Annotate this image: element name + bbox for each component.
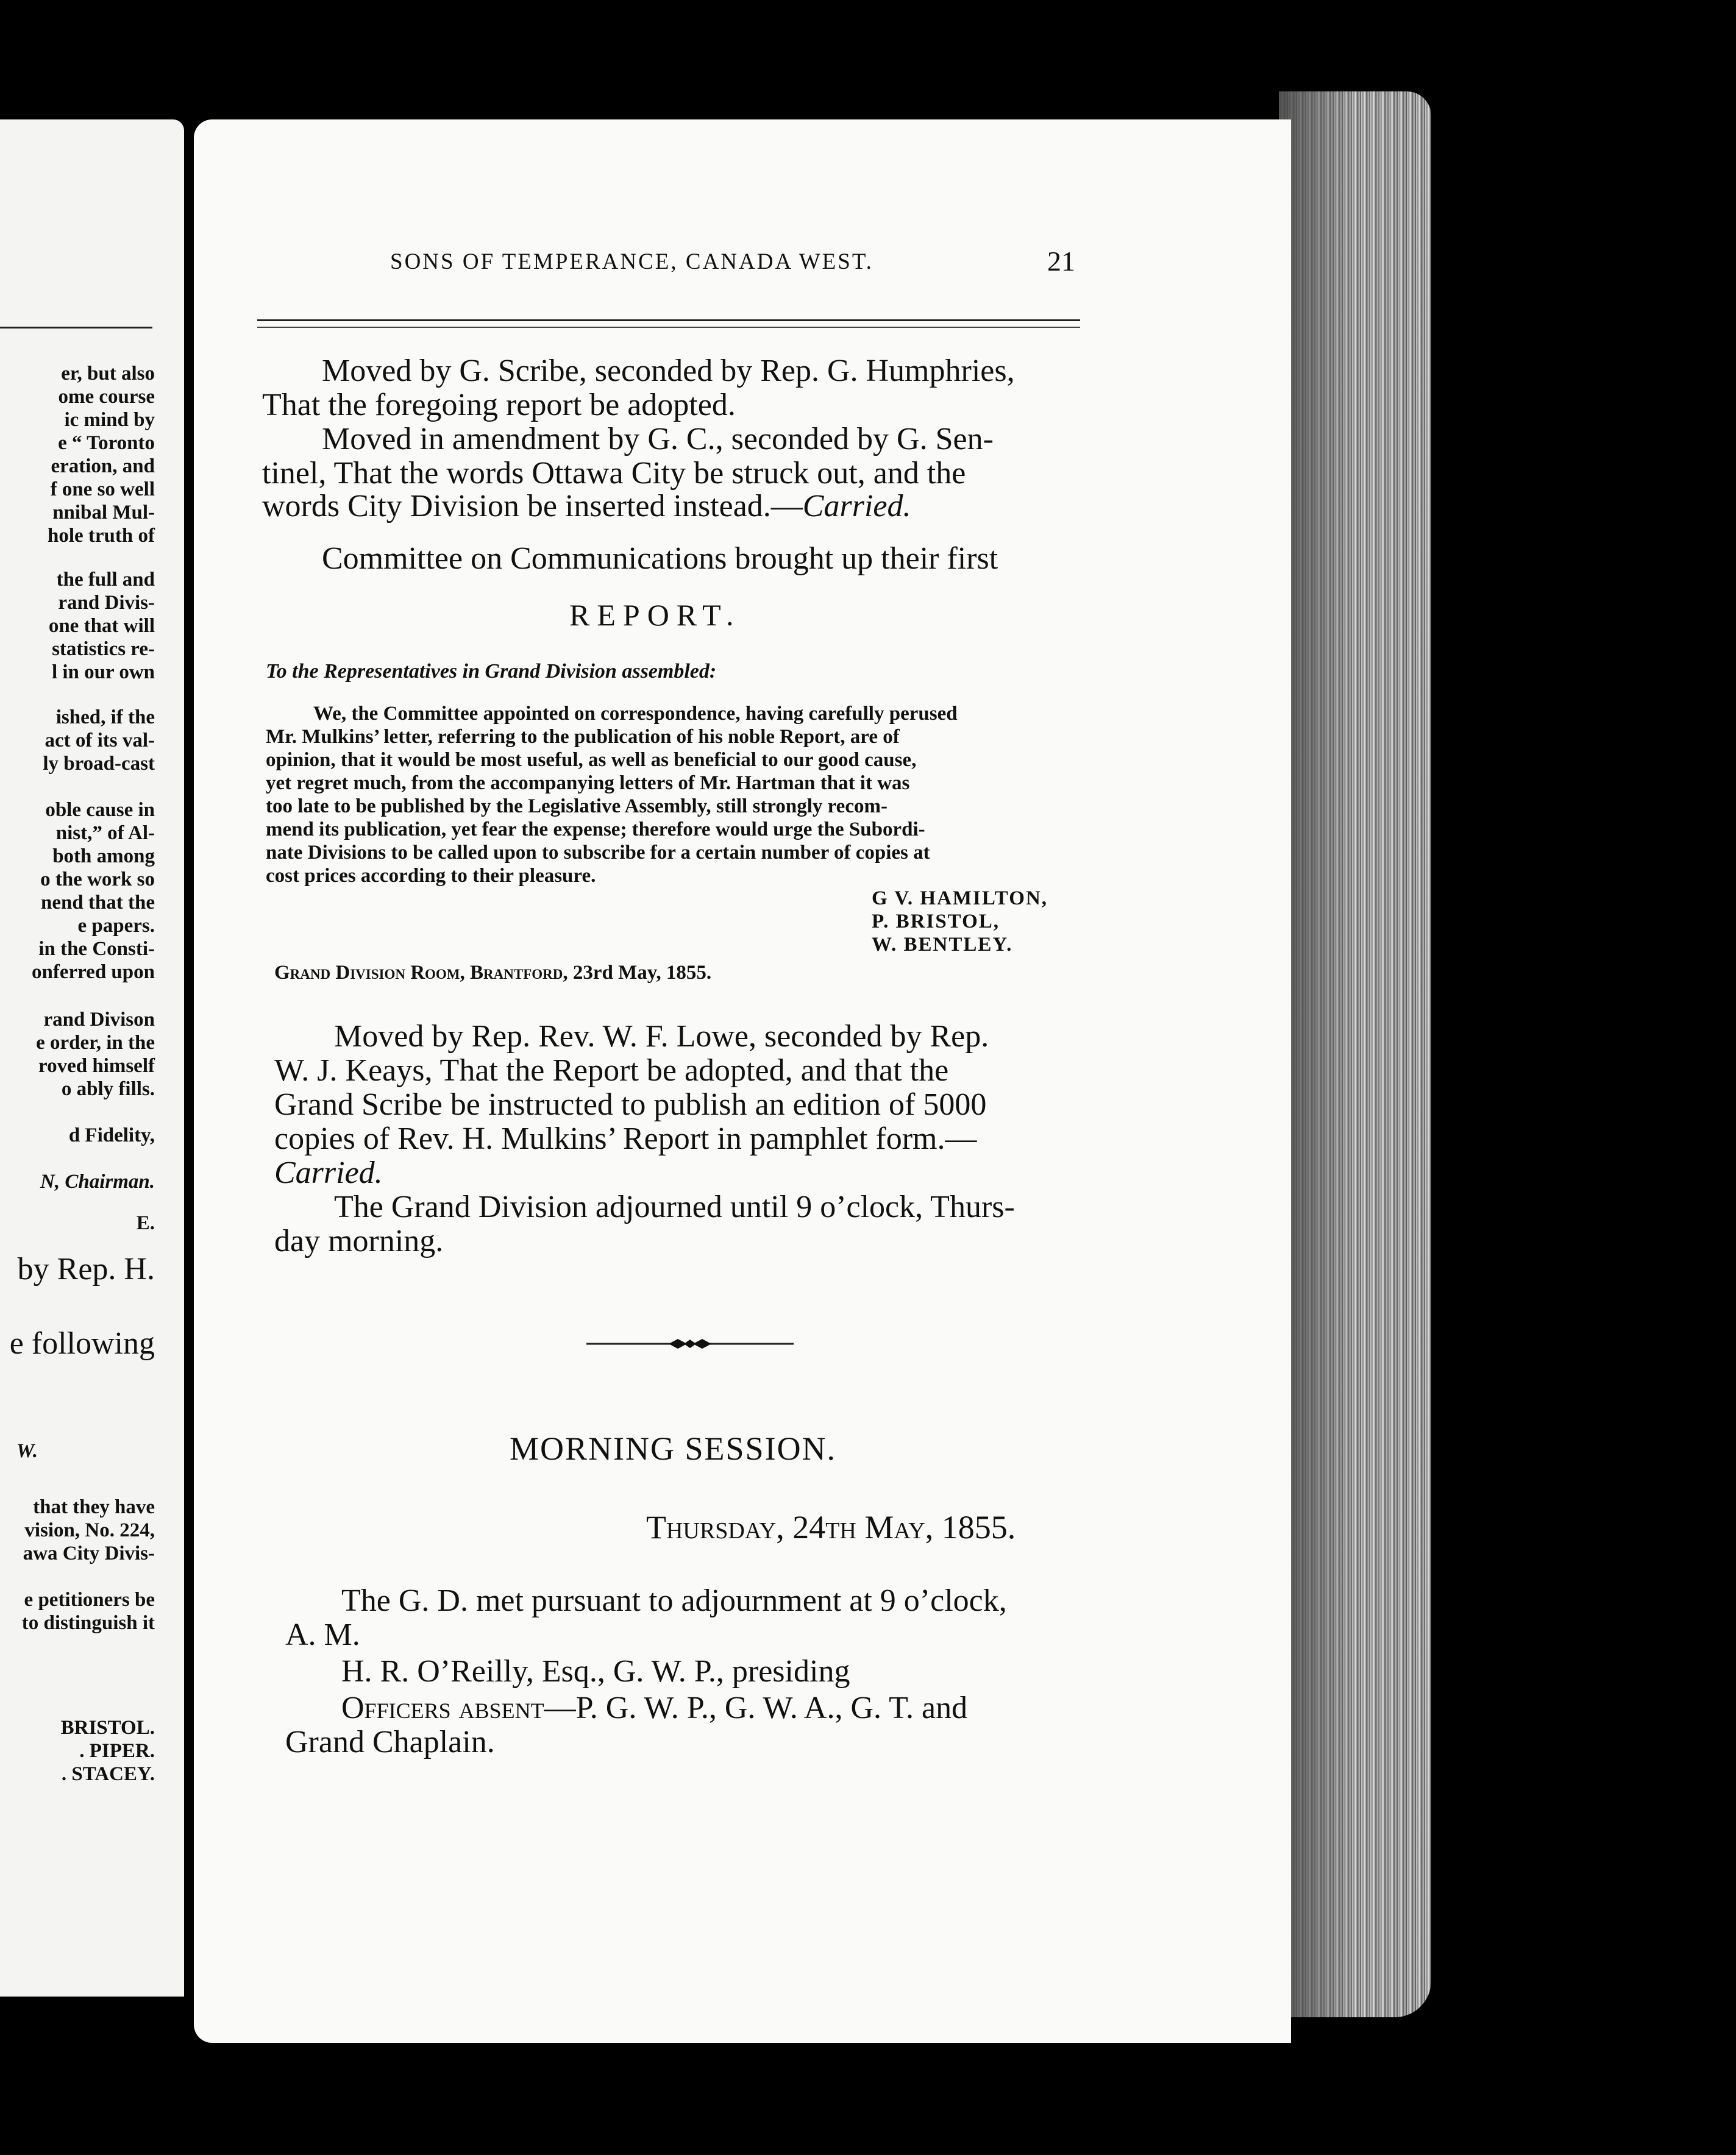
left-facing-page bbox=[0, 119, 184, 1997]
paragraph-line: H. R. O’Reilly, Esq., G. W. P., presiding bbox=[341, 1654, 850, 1689]
left-line: e petitioners be bbox=[24, 1589, 155, 1611]
left-line: l in our own bbox=[51, 661, 155, 683]
left-line: e “ Toronto bbox=[58, 432, 155, 454]
paragraph-line: The Grand Division adjourned until 9 o’clock, Thurs- bbox=[334, 1190, 1015, 1224]
paragraph-text: words City Division be inserted instead.— bbox=[262, 489, 803, 524]
paragraph-line: The G. D. met pursuant to adjournment at 9 o’clock, bbox=[341, 1583, 1007, 1618]
officers-list: —P. G. W. P., G. W. A., G. T. and bbox=[544, 1691, 968, 1725]
left-line: onferred upon bbox=[32, 961, 155, 983]
left-line: vision, No. 224, bbox=[24, 1519, 155, 1541]
paragraph-line: Grand Scribe be instructed to publish an edition of 5000 bbox=[274, 1087, 987, 1122]
report-line: mend its publication, yet fear the expense; therefore would urge the Subordi- bbox=[266, 818, 925, 840]
left-line: oble cause in bbox=[45, 799, 155, 821]
officers-label: Officers absent bbox=[341, 1691, 544, 1725]
left-line: ished, if the bbox=[55, 706, 155, 728]
left-line: BRISTOL. bbox=[60, 1717, 155, 1739]
carried-label: Carried. bbox=[802, 489, 911, 524]
left-line: both among bbox=[52, 845, 155, 867]
running-head: SONS OF TEMPERANCE, CANADA WEST. bbox=[390, 249, 873, 274]
left-page-rule bbox=[0, 327, 152, 328]
left-line: ic mind by bbox=[64, 409, 155, 431]
paragraph-line: A. M. bbox=[285, 1617, 360, 1652]
report-heading: REPORT. bbox=[569, 598, 741, 632]
paragraph-line bbox=[262, 489, 911, 524]
left-line: . PIPER. bbox=[79, 1740, 155, 1762]
left-line: o ably fills. bbox=[61, 1078, 155, 1100]
paragraph-line: W. J. Keays, That the Report be adopted, and that the bbox=[274, 1053, 949, 1088]
paragraph-line: day morning. bbox=[274, 1224, 444, 1259]
left-line: ly broad-cast bbox=[43, 753, 155, 775]
header-rule bbox=[257, 319, 1080, 328]
left-line: ome course bbox=[58, 386, 155, 408]
session-date: Thursday, 24th May, 1855. bbox=[646, 1509, 1016, 1546]
report-line: opinion, that it would be most useful, as well as beneficial to our good cause, bbox=[266, 749, 917, 771]
session-heading: MORNING SESSION. bbox=[510, 1430, 837, 1467]
signature: G V. HAMILTON, bbox=[872, 887, 1048, 909]
left-line: rand Divis- bbox=[58, 592, 155, 614]
paragraph-line: Grand Chaplain. bbox=[285, 1725, 495, 1759]
left-line: nend that the bbox=[40, 892, 155, 914]
left-line: W. bbox=[16, 1440, 38, 1462]
paragraph-line: That the foregoing report be adopted. bbox=[262, 388, 736, 422]
left-line: nist,” of Al- bbox=[55, 822, 155, 844]
left-line: to distinguish it bbox=[21, 1612, 155, 1634]
report-date-line bbox=[274, 962, 711, 984]
left-line: N, Chairman. bbox=[40, 1171, 155, 1193]
paragraph-line bbox=[341, 1691, 967, 1726]
left-line: . STACEY. bbox=[61, 1763, 155, 1785]
ornament-divider bbox=[586, 1335, 794, 1353]
left-line: rand Divison bbox=[43, 1009, 155, 1031]
left-line: o the work so bbox=[40, 868, 155, 890]
left-line: one that will bbox=[48, 615, 155, 637]
date-value: 23rd May, 1855. bbox=[572, 962, 712, 984]
left-line: d Fidelity, bbox=[68, 1124, 155, 1146]
paragraph-line: tinel, That the words Ottawa City be struck out, and the bbox=[262, 456, 966, 491]
left-line: f one so well bbox=[50, 478, 155, 500]
report-line: yet regret much, from the accompanying letters of Mr. Hartman that it was bbox=[266, 772, 910, 794]
report-line: too late to be published by the Legislative Assembly, still strongly recom- bbox=[266, 795, 888, 817]
left-line: in the Consti- bbox=[38, 938, 155, 960]
left-line: e papers. bbox=[77, 915, 155, 937]
paragraph-line: Committee on Communications brought up their first bbox=[322, 541, 998, 576]
paragraph-line: copies of Rev. H. Mulkins’ Report in pamphlet form.— bbox=[274, 1121, 977, 1156]
report-salutation: To the Representatives in Grand Division assembled: bbox=[266, 660, 717, 683]
left-line: hole truth of bbox=[48, 525, 155, 547]
left-line: the full and bbox=[56, 569, 155, 591]
left-line: e following bbox=[9, 1326, 155, 1361]
paragraph-line: Moved in amendment by G. C., seconded by G. Sen- bbox=[322, 422, 994, 456]
left-line: statistics re- bbox=[52, 638, 155, 660]
left-line: by Rep. H. bbox=[17, 1252, 155, 1287]
left-line: nnibal Mul- bbox=[52, 502, 155, 524]
paragraph-line: Moved by Rep. Rev. W. F. Lowe, seconded by Rep. bbox=[334, 1019, 989, 1054]
left-line: er, but also bbox=[61, 363, 155, 385]
report-line: Mr. Mulkins’ letter, referring to the publication of his noble Report, are of bbox=[266, 726, 900, 748]
left-line: e order, in the bbox=[36, 1032, 155, 1054]
report-line: cost prices according to their pleasure. bbox=[266, 865, 596, 887]
carried-label: Carried. bbox=[274, 1156, 383, 1190]
report-line: We, the Committee appointed on correspondence, having carefully perused bbox=[313, 703, 958, 725]
left-line: that they have bbox=[33, 1496, 155, 1518]
page-number: 21 bbox=[1047, 246, 1075, 277]
left-line: E. bbox=[136, 1212, 155, 1234]
paragraph-line: Moved by G. Scribe, seconded by Rep. G. Humphries, bbox=[322, 353, 1015, 388]
date-place: Grand Division Room, Brantford, bbox=[274, 962, 568, 984]
signature: P. BRISTOL, bbox=[872, 911, 1000, 932]
left-line: roved himself bbox=[38, 1055, 155, 1077]
left-line: act of its val- bbox=[44, 730, 155, 751]
signature: W. BENTLEY. bbox=[872, 934, 1013, 956]
report-line: nate Divisions to be called upon to subscribe for a certain number of copies at bbox=[266, 842, 930, 864]
left-line: awa City Divis- bbox=[23, 1543, 155, 1564]
left-line: eration, and bbox=[51, 455, 155, 477]
